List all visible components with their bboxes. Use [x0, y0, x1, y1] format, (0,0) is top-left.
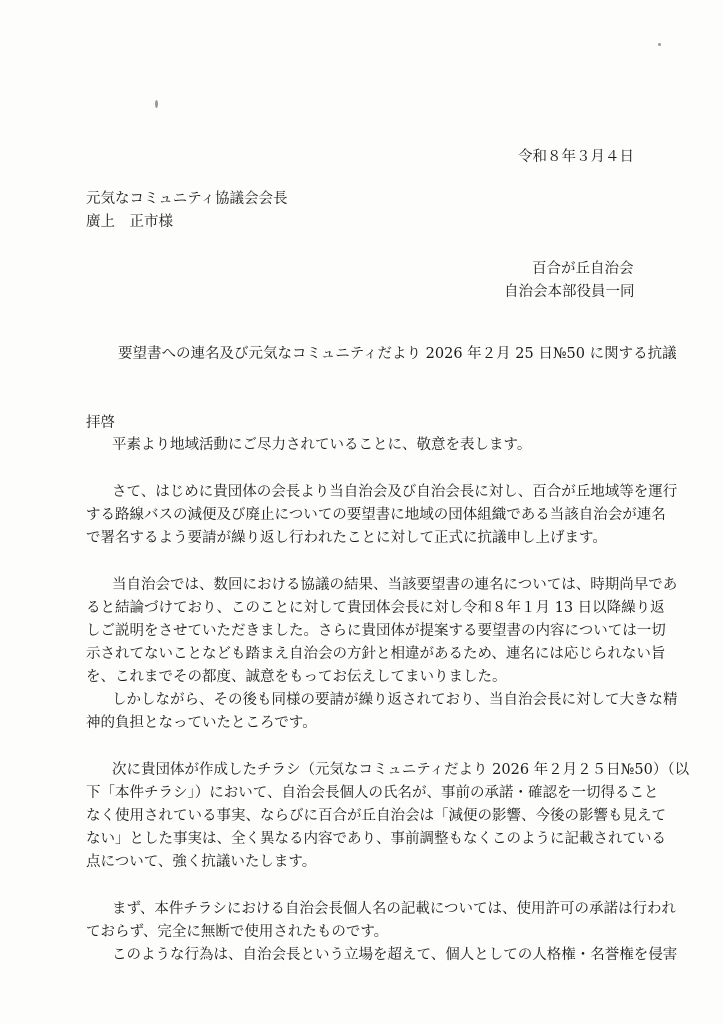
body-line: しかしながら、その後も同様の要請が繰り返されており、当自治会長に対して大きな精	[112, 692, 678, 708]
body-line: しご説明をさせていただきました。さらに貴団体が提案する要望書の内容については一切	[86, 623, 666, 639]
body-line: このような行為は、自治会長という立場を超えて、個人としての人格権・名誉権を侵害	[112, 947, 678, 963]
body-line: ておらず、完全に無断で使用されたものです。	[86, 924, 389, 940]
body-line: 平素より地域活動にご尽力されていることに、敬意を表します。	[112, 437, 532, 453]
body-line: ると結論づけており、このことに対して貴団体会長に対し令和８年１月 13 日以降繰り返	[86, 600, 665, 616]
body-line: さて、はじめに貴団体の会長より当自治会及び自治会長に対し、百合が丘地域等を運行	[112, 484, 678, 500]
recipient-org: 元気なコミュニティ協議会会長	[86, 191, 288, 207]
letter-subject: 要望書への連名及び元気なコミュニティだより 2026 年２月 25 日№50 に関する抗議	[118, 346, 677, 362]
body-line: で署名するよう要請が繰り返し行われたことに対して正式に抗議申し上げます。	[86, 530, 607, 546]
body-line: する路線バスの減便及び廃止についての要望書に地域の団体組織である当該自治会が連名	[86, 507, 666, 523]
body-line: なく使用されている事実、ならびに百合が丘自治会は「減便の影響、今後の影響も見えて	[86, 808, 666, 824]
sender-group: 自治会本部役員一同	[504, 284, 635, 300]
scan-speck	[658, 43, 661, 46]
scan-speck	[155, 100, 158, 108]
sender-org: 百合が丘自治会	[532, 261, 634, 277]
letter-date: 令和８年３月４日	[518, 149, 634, 165]
body-line: ない」とした事実は、全く異なる内容であり、事前調整もなくこのように記載されている	[86, 831, 666, 847]
body-line: 当自治会では、数回における協議の結果、当該要望書の連名については、時期尚早であ	[112, 577, 678, 593]
body-line: まず、本件チラシにおける自治会長個人名の記載については、使用許可の承諾は行われ	[112, 901, 677, 917]
body-line: 示されてないことなども踏まえ自治会の方針と相違があるため、連名には応じられない旨	[86, 646, 666, 662]
body-line: 下「本件チラシ」）において、自治会長個人の氏名が、事前の承諾・確認を一切得ること	[86, 785, 659, 801]
recipient-name: 廣上 正市様	[86, 214, 173, 230]
body-line: 点について、強く抗議いたします。	[86, 854, 317, 870]
body-line: 次に貴団体が作成したチラシ（元気なコミュニティだより 2026 年２月２５日№50）（以	[112, 762, 690, 778]
body-line: 神的負担となっていたところです。	[86, 715, 317, 731]
salutation: 拝啓	[86, 415, 115, 431]
body-line: を、これまでその都度、誠意をもってお伝えしてまいりました。	[86, 669, 507, 685]
